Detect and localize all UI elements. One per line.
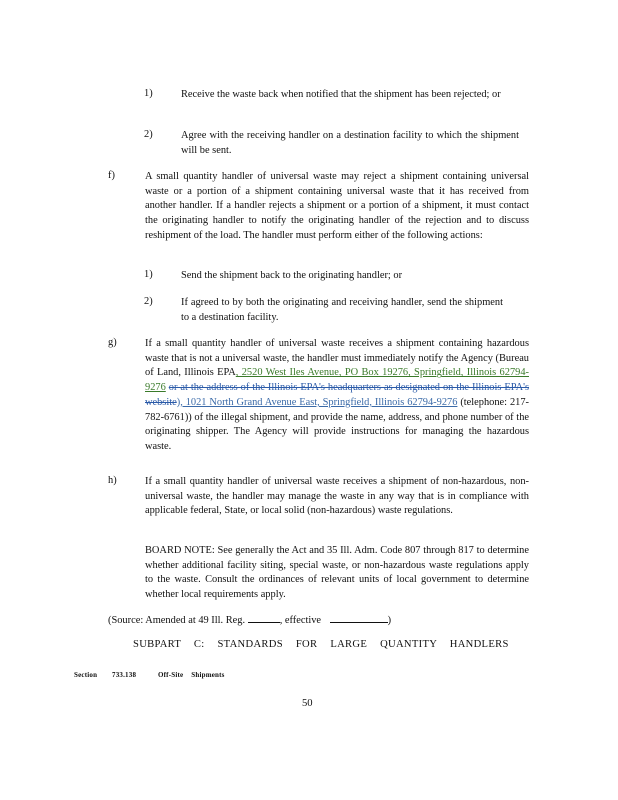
source-line [108,613,391,626]
source-prefix: (Source: Amended at 49 Ill. Reg. [108,615,246,626]
section-number: 733.138 [112,671,137,679]
item-e1-text: Receive the waste back when notified that the shipment has been rejected; or [181,89,501,100]
para-g-inserted-address: , 2520 West Iles Avenue, PO Box 19276, Springfield, Illinois 62794-9276 [145,367,529,394]
source-effective-blank [330,613,388,623]
item-e2-text: Agree with the receiving handler on a destination facility to which the shipment will be sent. [181,130,519,156]
para-g-label: g) [108,337,117,348]
section-title: Off-Site Shipments [158,671,225,679]
item-f1-text: Send the shipment back to the originating handler; or [181,270,403,281]
source-mid: , effective [279,615,322,626]
item-f1-number: 1) [144,269,153,280]
board-note: BOARD NOTE: See generally the Act and 35 Ill. Adm. Code 807 through 817 to determine whether additional facility siting, special waste, or non-hazardous waste regulations apply to the waste. Consult the ordinances of relevant units of local government to determine whether local requirements apply. [145,545,529,601]
item-f2-text: If agreed to by both the originating and receiving handler, send the shipment to a destination facility. [181,297,503,323]
item-e2-number: 2) [144,129,153,140]
para-g-text-after: (telephone: 217-782-6761)) of the illegal shipment, and provide the name, address, and phone number of the originating shipper. The Agency will provide instructions for managing the hazardous waste. [145,396,529,452]
para-g-text-before: If a small quantity handler of universal waste receives a shipment containing hazardous waste that is not a universal waste, the handler must immediately notify the Agency (Bureau of Land, Illinois EPA [145,338,529,379]
para-f-label: f) [108,170,115,181]
source-suffix: ) [387,615,392,626]
para-f-text: A small quantity handler of universal waste may reject a shipment containing universal waste or a portion of a shipment containing universal waste that it has received from another handler. If a handler rejects a shipment or a portion of a shipment, it must contact the originating handler to notify the originating handler of the rejection and to discuss reshipment of the load. The handler must perform either of the following actions: [145,171,529,241]
item-f2-number: 2) [144,296,153,307]
subpart-heading: SUBPART C: STANDARDS FOR LARGE QUANTITY HANDLERS [133,639,509,650]
para-g-deleted-text: or at the address of the Illinois EPA's headquarters as designated on the Illinois EPA's website [145,382,529,408]
section-label: Section [74,671,98,679]
para-h-text: If a small quantity handler of universal waste receives a shipment of non-hazardous, non-universal waste, the handler may manage the waste in any way that is in compliance with applicable federal, State, or local solid (non-hazardous) waste regulations. [145,476,529,517]
para-h-label: h) [108,475,117,486]
page-number: 50 [302,698,313,709]
para-g-text [145,337,529,455]
para-g-inserted-address-2: ), 1021 North Grand Avenue East, Springfield, Illinois 62794-9276 [176,396,458,408]
item-e1-number: 1) [144,88,153,99]
source-register-blank [248,613,280,623]
